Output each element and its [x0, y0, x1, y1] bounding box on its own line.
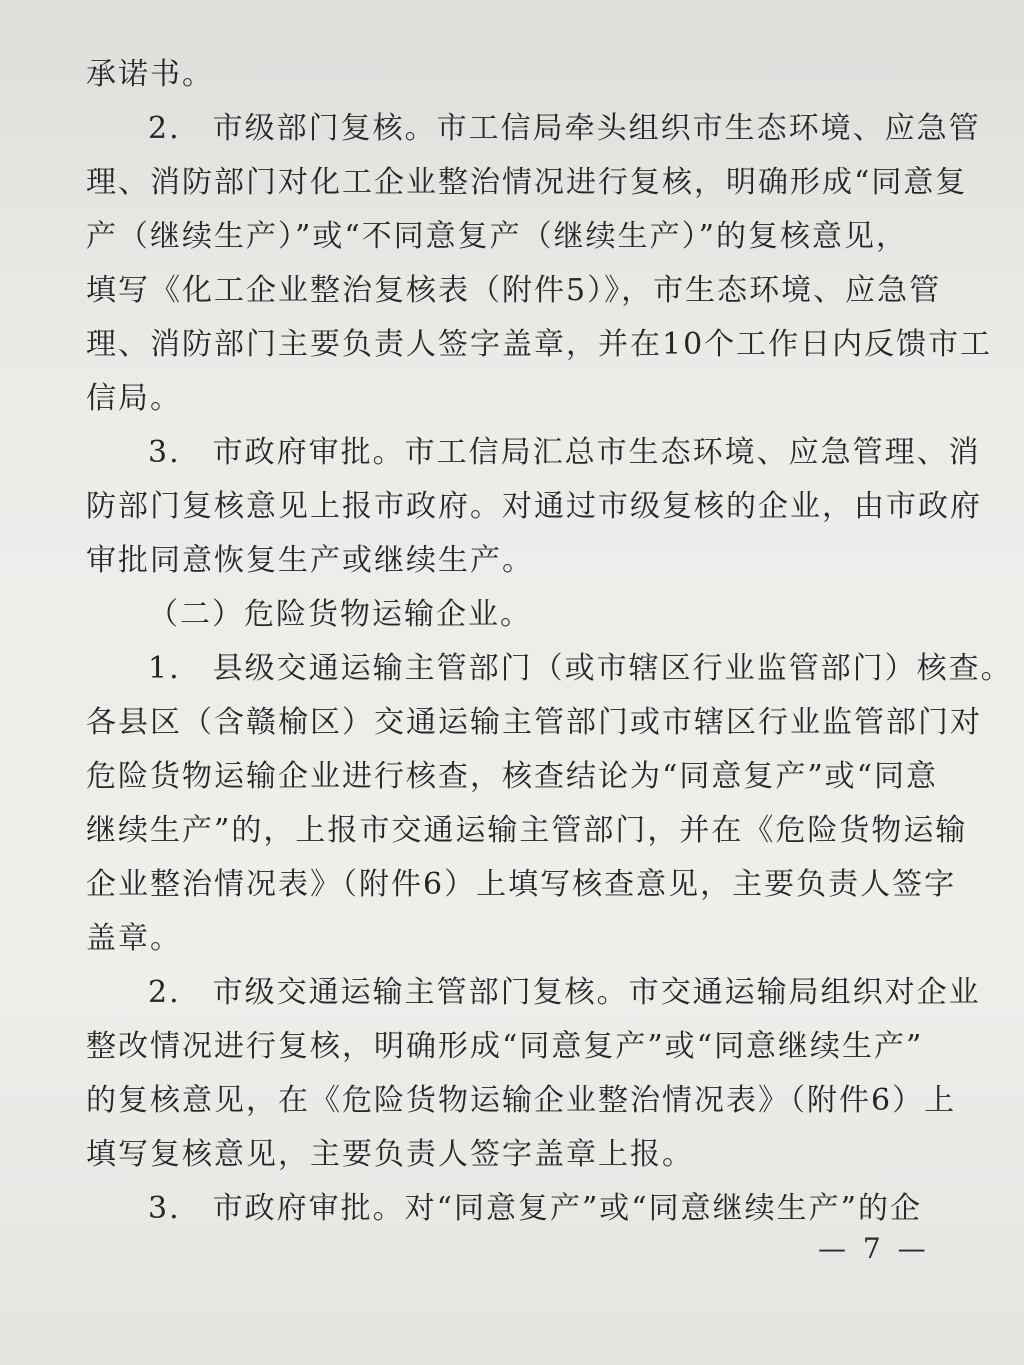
text-line: 填写《化工企业整治复核表（附件5）》，市生态环境、应急管: [86, 273, 942, 308]
text-line: 审批同意恢复生产或继续生产。: [86, 543, 534, 578]
page-number: — 7 —: [818, 1232, 930, 1265]
text-line: 危险货物运输企业进行核查，核查结论为“同意复产”或“同意: [86, 759, 939, 794]
text-line: 2. 市级交通运输主管部门复核。市交通运输局组织对企业: [148, 975, 981, 1010]
text-line: 3. 市政府审批。市工信局汇总市生态环境、应急管理、消: [148, 435, 981, 470]
text-line: 理、消防部门对化工企业整治情况进行复核，明确形成“同意复: [86, 165, 968, 200]
text-line: 1. 县级交通运输主管部门（或市辖区行业监管部门）核查。: [148, 651, 1013, 686]
text-line: 信局。: [86, 381, 182, 416]
text-line: 理、消防部门主要负责人签字盖章，并在10个工作日内反馈市工: [86, 327, 993, 362]
text-line: 产（继续生产）”或“不同意复产（继续生产）”的复核意见，: [86, 219, 909, 254]
text-line: 各县区（含赣榆区）交通运输主管部门或市辖区行业监管部门对: [86, 705, 982, 740]
text-line: 承诺书。: [86, 57, 214, 92]
text-line: 填写复核意见，主要负责人签字盖章上报。: [86, 1137, 694, 1172]
text-line: 企业整治情况表》（附件6）上填写核查意见，主要负责人签字: [86, 867, 957, 902]
text-line: 的复核意见，在《危险货物运输企业整治情况表》（附件6）上: [86, 1083, 957, 1118]
text-line: 盖章。: [86, 921, 182, 956]
text-line: 继续生产”的，上报市交通运输主管部门，并在《危险货物运输: [86, 813, 968, 848]
section-heading: （二）危险货物运输企业。: [148, 597, 532, 632]
text-line: 2. 市级部门复核。市工信局牵头组织市生态环境、应急管: [148, 111, 981, 146]
body-text: [86, 48, 1013, 1236]
text-line: 3. 市政府审批。对“同意复产”或“同意继续生产”的企: [148, 1191, 922, 1226]
text-line: 整改情况进行复核，明确形成“同意复产”或“同意继续生产”: [86, 1029, 924, 1064]
text-line: 防部门复核意见上报市政府。对通过市级复核的企业，由市政府: [86, 489, 982, 524]
